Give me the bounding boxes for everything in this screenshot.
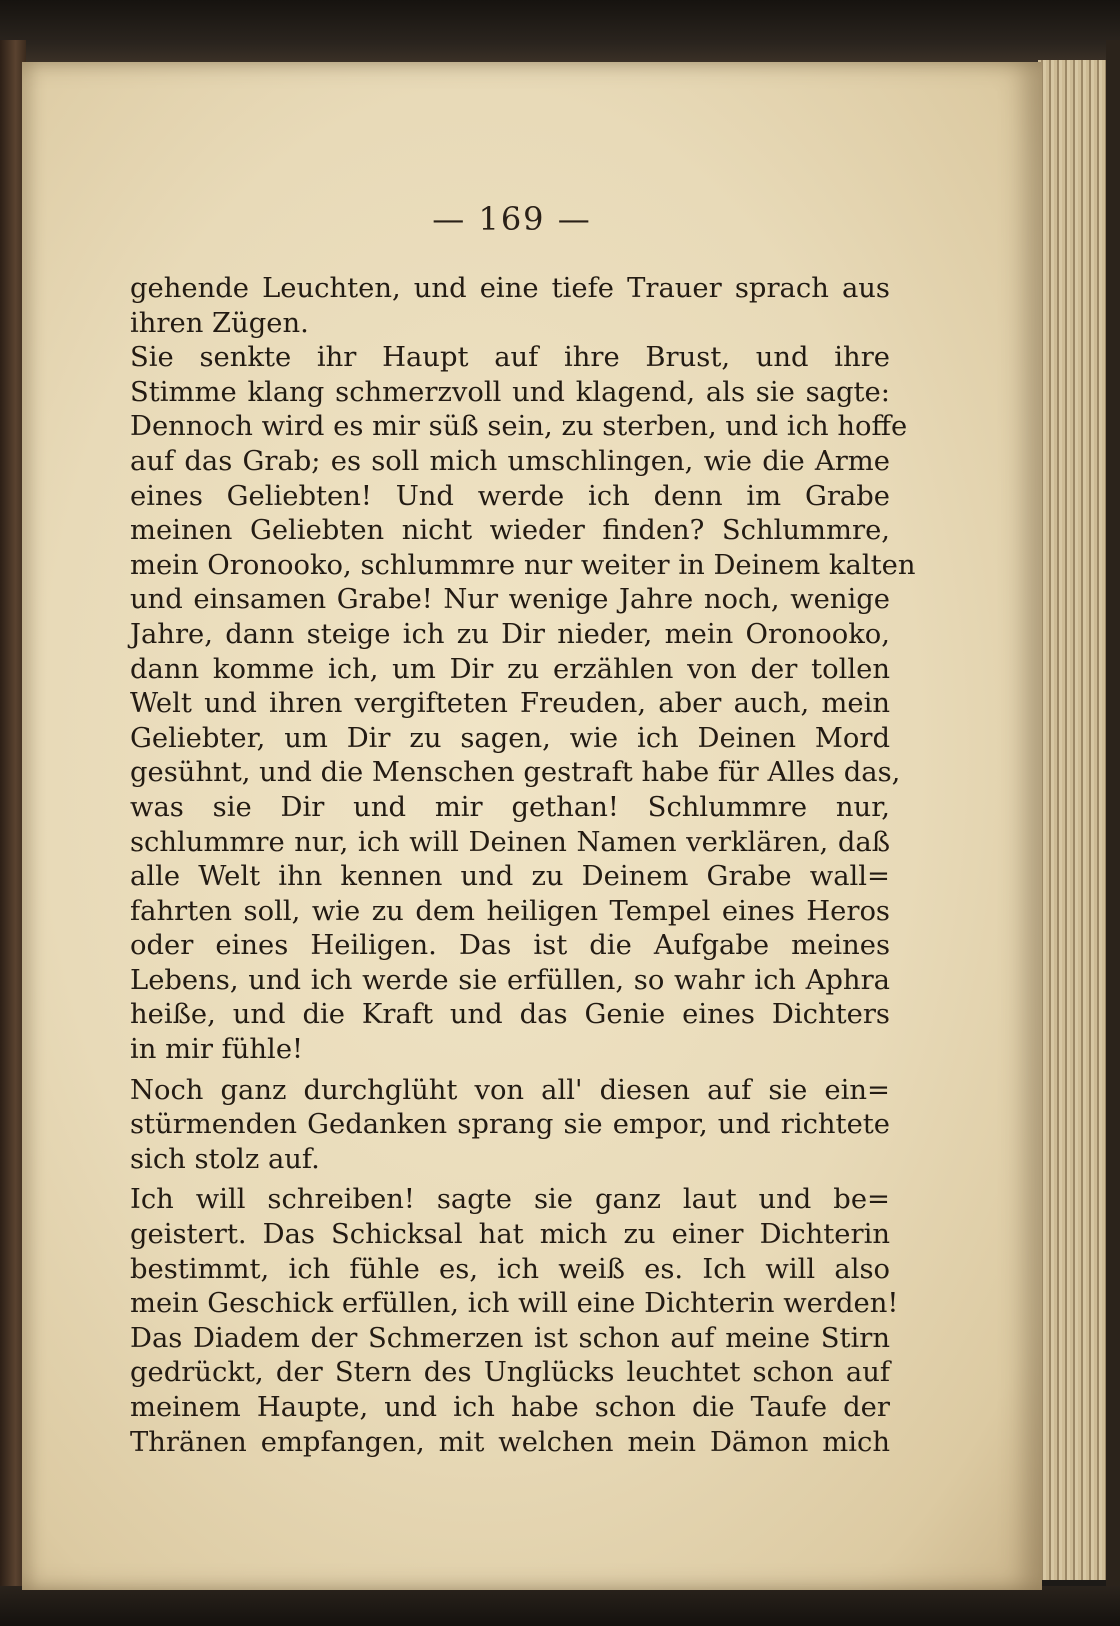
text-line: schlummre nur, ich will Deinen Namen verklären, daß bbox=[130, 826, 890, 858]
text-line: geistert. Das Schicksal hat mich zu einer Dichterin bbox=[130, 1219, 890, 1251]
text-line: sich stolz auf. bbox=[130, 1143, 320, 1175]
text-line: meinem Haupte, und ich habe schon die Taufe der bbox=[130, 1392, 890, 1423]
text-line: Lebens, und ich werde sie erfüllen, so wahr ich Aphra bbox=[130, 964, 890, 996]
text-line: ihren Zügen. bbox=[130, 307, 309, 339]
text-line: mein Geschick erfüllen, ich will eine Dichterin werden! bbox=[130, 1288, 899, 1320]
text-line: Thränen empfangen, mit welchen mein Dämon mich bbox=[130, 1426, 890, 1458]
book-page bbox=[22, 62, 1042, 1590]
text-line: dann komme ich, um Dir zu erzählen von der tollen bbox=[130, 653, 890, 685]
text-line: Noch ganz durchglüht von all' diesen auf sie ein= bbox=[130, 1074, 890, 1106]
text-line: alle Welt ihn kennen und zu Deinem Grabe wall= bbox=[130, 861, 890, 893]
text-line: eines Geliebten! Und werde ich denn im Grabe bbox=[130, 480, 890, 512]
text-line: gesühnt, und die Menschen gestraft habe für Alles das, bbox=[130, 757, 901, 789]
book-cover-right bbox=[1106, 40, 1120, 1626]
text-line: gedrückt, der Stern des Unglücks leuchtet schon auf bbox=[130, 1357, 890, 1389]
text-line: heiße, und die Kraft und das Genie eines Dichters bbox=[130, 999, 890, 1031]
text-line: Sie senkte ihr Haupt auf ihre Brust, und ihre bbox=[130, 342, 890, 374]
text-line: in mir fühle! bbox=[130, 1034, 304, 1066]
text-line: mein Oronooko, schlummre nur weiter in Deinem kalten bbox=[130, 549, 916, 581]
text-line: Geliebter, um Dir zu sagen, wie ich Deinen Mord bbox=[130, 722, 890, 754]
text-line: meinen Geliebten nicht wieder finden? Schlummre, bbox=[130, 515, 890, 547]
book-bottom-edge bbox=[0, 1586, 1120, 1626]
page-body-text bbox=[130, 272, 916, 1460]
text-line: Dennoch wird es mir süß sein, zu sterben, und ich hoffe bbox=[130, 411, 908, 443]
text-line: fahrten soll, wie zu dem heiligen Tempel eines Heros bbox=[130, 895, 890, 927]
text-line: gehende Leuchten, und eine tiefe Trauer sprach aus bbox=[130, 273, 890, 304]
text-line: Jahre, dann steige ich zu Dir nieder, mein Oronooko, bbox=[130, 618, 890, 650]
page-number: — 169 — bbox=[432, 200, 592, 238]
text-line: bestimmt, ich fühle es, ich weiß es. Ich will also bbox=[130, 1253, 890, 1285]
text-line: auf das Grab; es soll mich umschlingen, wie die Arme bbox=[130, 445, 890, 477]
text-line: Das Diadem der Schmerzen ist schon auf meine Stirn bbox=[130, 1322, 890, 1354]
text-line: und einsamen Grabe! Nur wenige Jahre noch, wenige bbox=[130, 584, 890, 616]
text-line: stürmenden Gedanken sprang sie empor, und richtete bbox=[130, 1109, 890, 1141]
text-line: Welt und ihren vergifteten Freuden, aber auch, mein bbox=[130, 688, 890, 720]
book-top-edge bbox=[0, 0, 1120, 62]
text-line: was sie Dir und mir gethan! Schlummre nur, bbox=[130, 791, 890, 823]
text-line: Ich will schreiben! sagte sie ganz laut und be= bbox=[130, 1184, 890, 1216]
text-line: oder eines Heiligen. Das ist die Aufgabe meines bbox=[130, 930, 890, 962]
text-line: Stimme klang schmerzvoll und klagend, als sie sagte: bbox=[130, 376, 890, 408]
